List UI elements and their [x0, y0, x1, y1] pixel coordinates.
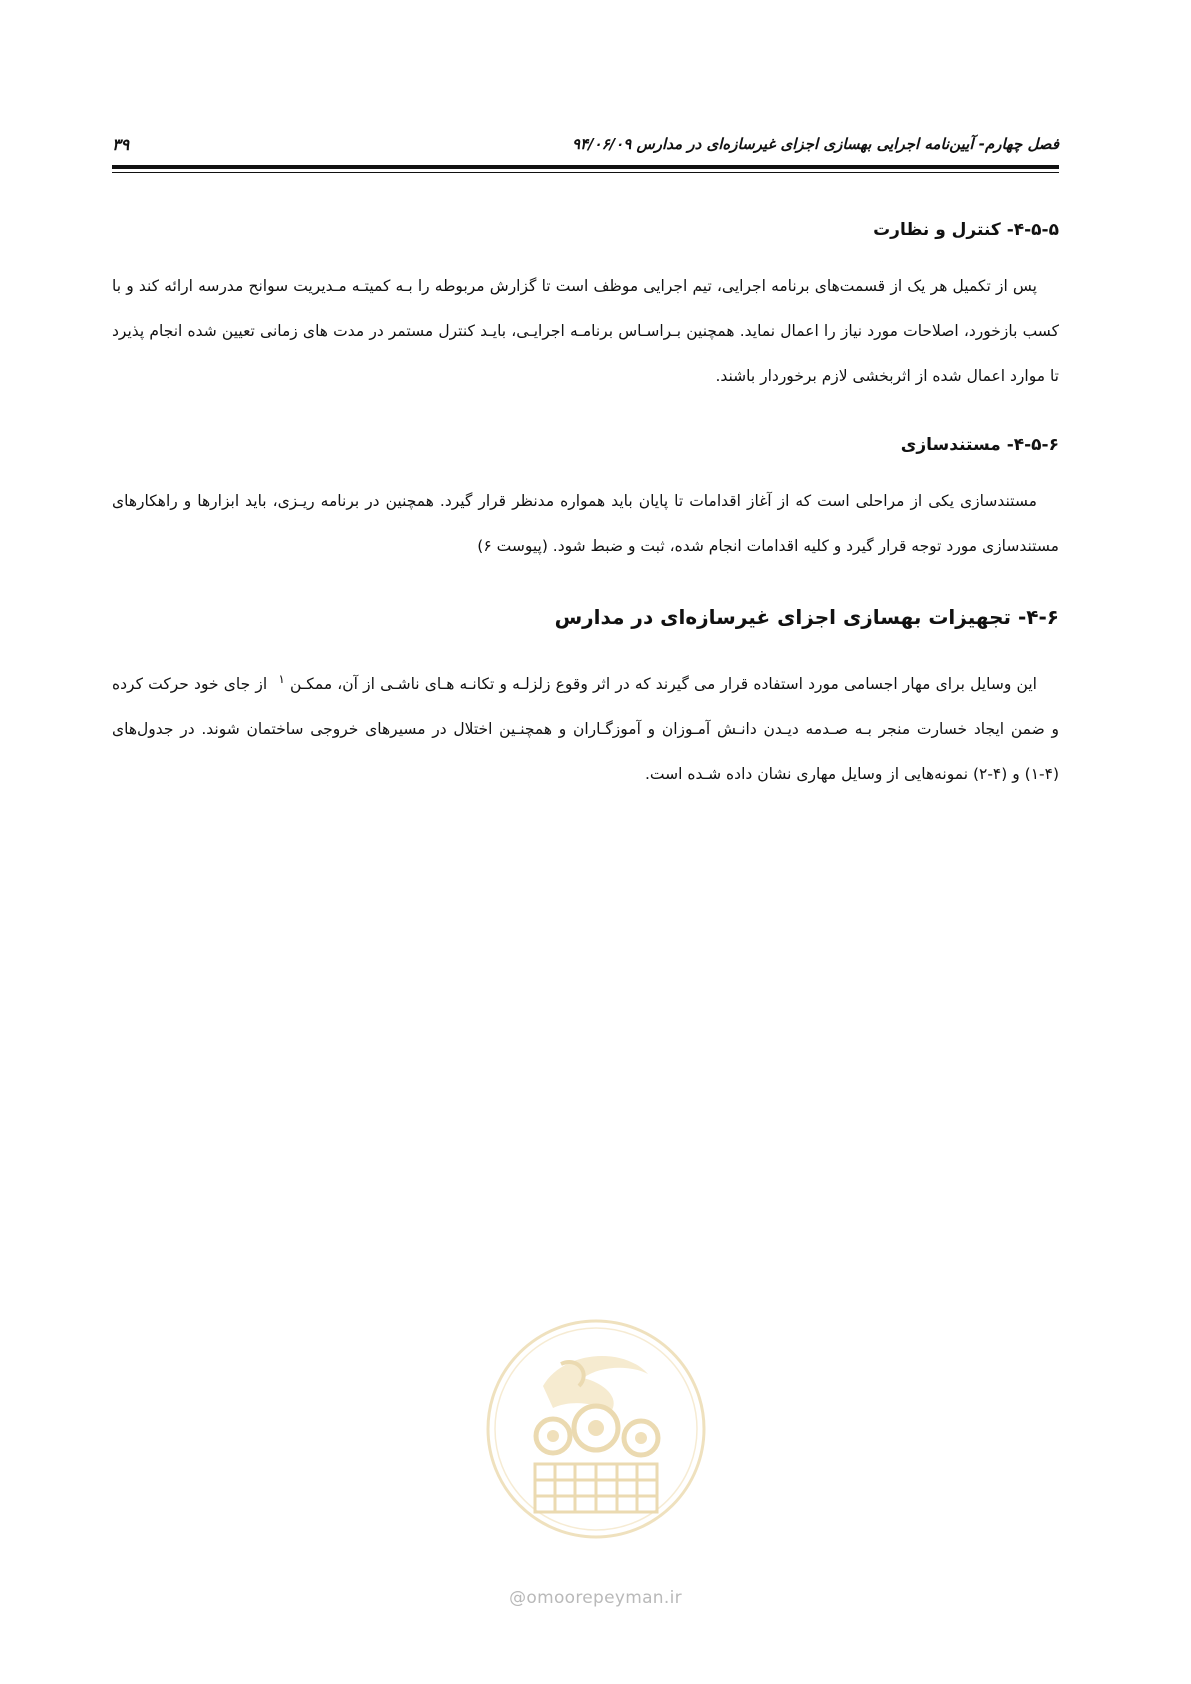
section-paragraph: پس از تکمیل هر یک از قسمت‌های برنامه اجرایی، تیم اجرایی موظف است تا گزارش مربوطه را بـه کمیتـه مـدیریت سوانح مدرسه ارائه کند و با کسب بازخورد، اصلاحات مورد نیاز را اعمال نماید. همچنین بـراسـاس برنامـه اجرایـی، بایـد کنترل مستمر در مدت های زمانی تعیین شده انجام پذیرد تا موارد اعمال شده از اثربخشی لازم برخوردار باشند.: [112, 277, 1059, 385]
page-number: ۳۹: [112, 134, 130, 154]
running-header: [112, 128, 1059, 160]
section-heading: ۴-۵-۶- مستندسازی: [900, 435, 1059, 455]
section-paragraph: مستندسازی یکی از مراحلی است که از آغاز اقدامات تا پایان باید همواره مدنظر قرار گیرد. همچنین در برنامه ریـزی، باید ابزارها و راهکارهای مستندسازی مورد توجه قرار گیرد و کلیه اقدامات انجام شده، ثبت و ضبط شود. (پیوست ۶): [112, 492, 1059, 555]
section-documentation: [112, 433, 1059, 569]
page-content: [112, 218, 1059, 797]
seal-watermark: [483, 1316, 709, 1542]
section-paragraph: [112, 657, 1059, 797]
section-heading: ۴-۵-۵- کنترل و نظارت: [873, 220, 1059, 240]
paragraph-part-2: از جای خود حرکت کرده و ضمن ایجاد خسارت منجر بـه صـدمه دیـدن دانـش آمـوزان و آموزگـاران و همچنـین اختلال در مسیرهای خروجی ساختمان شوند. در جدول‌های (۴-۱) و (۴-۲) نمونه‌هایی از وسایل مهاری نشان داده شـده است.: [112, 675, 1059, 784]
chapter-title: فصل چهارم- آیین‌نامه اجرایی بهسازی اجزای غیرسازه‌ای در مدارس ۹۴/۰۶/۰۹: [571, 135, 1059, 153]
paragraph-part-1: این وسایل برای مهار اجسامی مورد استفاده قرار می گیرند که در اثر وقوع زلزلـه و تکانـه هـای ناشـی از آن، ممکـن: [289, 675, 1037, 694]
section-heading-main: ۴-۶- تجهیزات بهسازی اجزای غیرسازه‌ای در مدارس: [554, 605, 1059, 629]
section-control: [112, 218, 1059, 399]
section-equipment: [112, 603, 1059, 797]
header-rule: [112, 165, 1059, 173]
watermark-site: @omoorepeyman.ir: [509, 1588, 682, 1608]
footnote-marker: ۱: [278, 672, 285, 686]
